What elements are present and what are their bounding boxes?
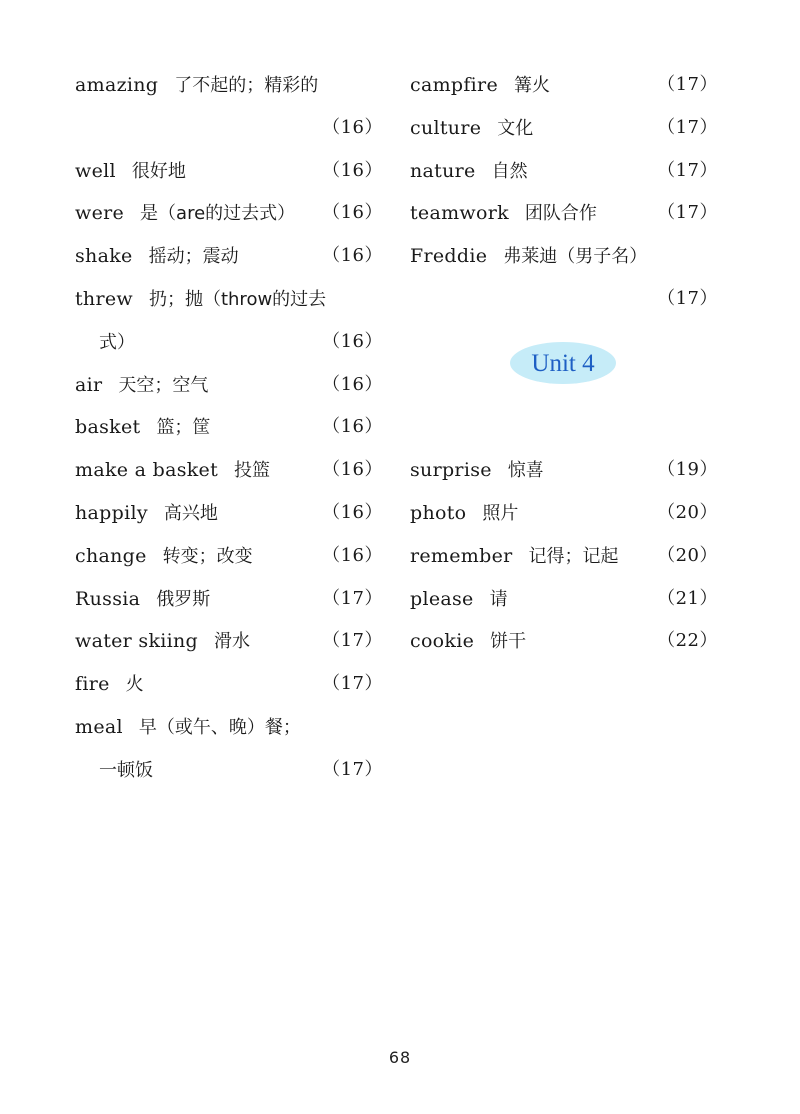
vocab-word: photo: [410, 501, 467, 524]
vocab-entry: [75, 535, 383, 578]
vocab-word: make a basket: [75, 459, 219, 482]
unit-heading-block: [410, 321, 718, 449]
vocab-word: remember: [410, 544, 513, 567]
vocab-meaning: 很好地: [131, 160, 186, 182]
vocab-line: [75, 192, 383, 235]
vocab-entry: [75, 449, 383, 492]
vocab-line: [75, 449, 383, 492]
vocab-entry: [410, 620, 718, 663]
vocab-meaning: 一顿饭: [99, 759, 153, 781]
vocab-line: [410, 235, 718, 278]
vocab-page-ref: （20）: [657, 544, 718, 566]
vocab-line: [410, 535, 718, 578]
vocab-entry: [75, 706, 383, 792]
vocab-word: surprise: [410, 459, 492, 482]
vocab-meaning: 火: [125, 674, 144, 696]
vocab-line: [410, 150, 718, 193]
vocab-line: [410, 107, 718, 150]
vocab-page-ref: （16）: [322, 202, 383, 224]
vocab-entry: [75, 235, 383, 278]
vocab-meaning: 天空；空气: [118, 374, 209, 396]
vocab-word: teamwork: [410, 202, 509, 225]
vocab-meaning: 篮；筐: [156, 417, 211, 439]
vocab-line-continued: [410, 278, 718, 321]
vocab-meaning: 早（或午、晚）餐；: [138, 716, 301, 738]
vocab-word: please: [410, 587, 474, 610]
vocab-line: [75, 535, 383, 578]
vocab-column-right: [410, 64, 718, 663]
vocab-page-ref: （16）: [322, 544, 383, 566]
vocab-word: culture: [410, 116, 482, 139]
vocab-page-ref: （16）: [322, 159, 383, 181]
vocab-page-ref: （17）: [322, 630, 383, 652]
vocab-word: meal: [75, 715, 123, 738]
vocab-page-ref: （17）: [657, 159, 718, 181]
vocab-meaning: 高兴地: [163, 502, 218, 524]
vocab-line: [75, 620, 383, 663]
vocab-line: [410, 192, 718, 235]
vocab-word: Russia: [75, 587, 141, 610]
vocab-meaning: 饼干: [490, 631, 527, 653]
unit-badge: [510, 342, 616, 384]
vocab-entry: [410, 535, 718, 578]
vocab-line: [75, 578, 383, 621]
vocab-line: [410, 492, 718, 535]
vocab-line-continued: [75, 749, 383, 792]
vocab-line: [75, 663, 383, 706]
vocab-meaning: 自然: [491, 160, 528, 182]
vocab-page-ref: （16）: [322, 416, 383, 438]
vocab-page-ref: （22）: [657, 630, 718, 652]
vocab-page-ref: （17）: [657, 116, 718, 138]
vocab-meaning: 弗莱迪（男子名）: [503, 246, 648, 268]
vocab-page-ref: （17）: [322, 673, 383, 695]
vocab-entry: [75, 578, 383, 621]
vocab-line: [75, 64, 383, 107]
vocab-meaning: 记得；记起: [528, 545, 619, 567]
vocab-word: happily: [75, 501, 148, 524]
vocab-meaning: 了不起的；精彩的: [174, 75, 319, 96]
vocab-entry: [410, 235, 718, 321]
vocab-line: [410, 620, 718, 663]
vocab-page-ref: （20）: [657, 501, 718, 523]
vocab-entry: [410, 107, 718, 150]
vocab-meaning: 篝火: [513, 75, 550, 96]
vocab-word: shake: [75, 245, 133, 268]
vocab-meaning: 团队合作: [524, 203, 597, 225]
vocab-word: air: [75, 373, 103, 396]
vocab-line: [75, 278, 383, 321]
vocab-meaning: 照片: [482, 502, 519, 524]
vocab-meaning: 摇动；震动: [148, 246, 239, 268]
vocab-line-continued: [75, 321, 383, 364]
vocab-word: water skiing: [75, 630, 199, 653]
vocab-meaning: 式）: [99, 331, 135, 353]
vocab-word: Freddie: [410, 245, 488, 268]
vocab-line: [410, 449, 718, 492]
vocab-entry: [75, 192, 383, 235]
vocab-entry: [75, 492, 383, 535]
vocab-page-ref: （16）: [322, 501, 383, 523]
vocab-line: [410, 64, 718, 107]
vocab-word: cookie: [410, 630, 475, 653]
vocab-word: well: [75, 159, 116, 182]
vocab-list-unit3-end: [410, 64, 718, 321]
vocab-meaning: 扔；抛（throw的过去: [148, 288, 327, 310]
vocab-line: [75, 235, 383, 278]
page-number: 68: [388, 1048, 412, 1067]
vocab-meaning: 俄罗斯: [156, 588, 211, 610]
vocab-entry: [410, 192, 718, 235]
vocab-meaning: 滑水: [214, 631, 251, 653]
vocab-page-ref: （17）: [657, 74, 718, 95]
vocab-page-ref: （19）: [657, 459, 718, 481]
vocab-page-ref: （17）: [322, 587, 383, 609]
vocab-entry: [75, 278, 383, 364]
vocab-line-continued: [75, 107, 383, 150]
vocab-meaning: 转变；改变: [162, 545, 253, 567]
vocab-page-ref: （17）: [657, 202, 718, 224]
vocab-line: [75, 150, 383, 193]
vocab-page-ref: （16）: [322, 245, 383, 267]
vocab-page-ref: （17）: [322, 758, 383, 780]
vocab-page-ref: （16）: [322, 330, 383, 352]
vocab-word: basket: [75, 416, 141, 439]
vocab-meaning: 文化: [497, 117, 534, 139]
vocab-word: threw: [75, 287, 133, 310]
vocab-entry: [410, 64, 718, 107]
vocab-line: [75, 492, 383, 535]
vocab-page-ref: （21）: [657, 587, 718, 609]
vocab-page-ref: （16）: [322, 459, 383, 481]
vocab-word: change: [75, 544, 147, 567]
vocab-entry: [410, 492, 718, 535]
vocab-line: [75, 706, 383, 749]
vocab-entry: [410, 449, 718, 492]
vocab-meaning: 惊喜: [507, 460, 544, 482]
vocab-meaning: 投篮: [234, 460, 271, 482]
vocab-meaning: 是（are的过去式）: [140, 203, 296, 225]
vocab-column-left: [75, 64, 383, 792]
vocab-entry: [75, 663, 383, 706]
vocab-entry: [410, 578, 718, 621]
vocab-list-unit4: [410, 449, 718, 663]
vocab-line: [75, 364, 383, 407]
vocab-line: [410, 578, 718, 621]
vocab-entry: [410, 150, 718, 193]
vocab-page-ref: （17）: [657, 287, 718, 309]
vocab-page-ref: （16）: [322, 373, 383, 395]
vocab-page-ref: （16）: [322, 116, 383, 138]
vocab-entry: [75, 150, 383, 193]
vocab-word: amazing: [75, 74, 159, 96]
vocab-entry: [75, 64, 383, 150]
vocab-entry: [75, 406, 383, 449]
vocab-line: [75, 406, 383, 449]
vocab-word: were: [75, 202, 125, 225]
vocab-meaning: 请: [489, 588, 508, 610]
vocab-entry: [75, 620, 383, 663]
vocab-word: campfire: [410, 74, 498, 96]
vocab-word: nature: [410, 159, 476, 182]
vocab-word: fire: [75, 673, 110, 696]
unit-title: Unit 4: [531, 349, 595, 377]
vocab-entry: [75, 364, 383, 407]
